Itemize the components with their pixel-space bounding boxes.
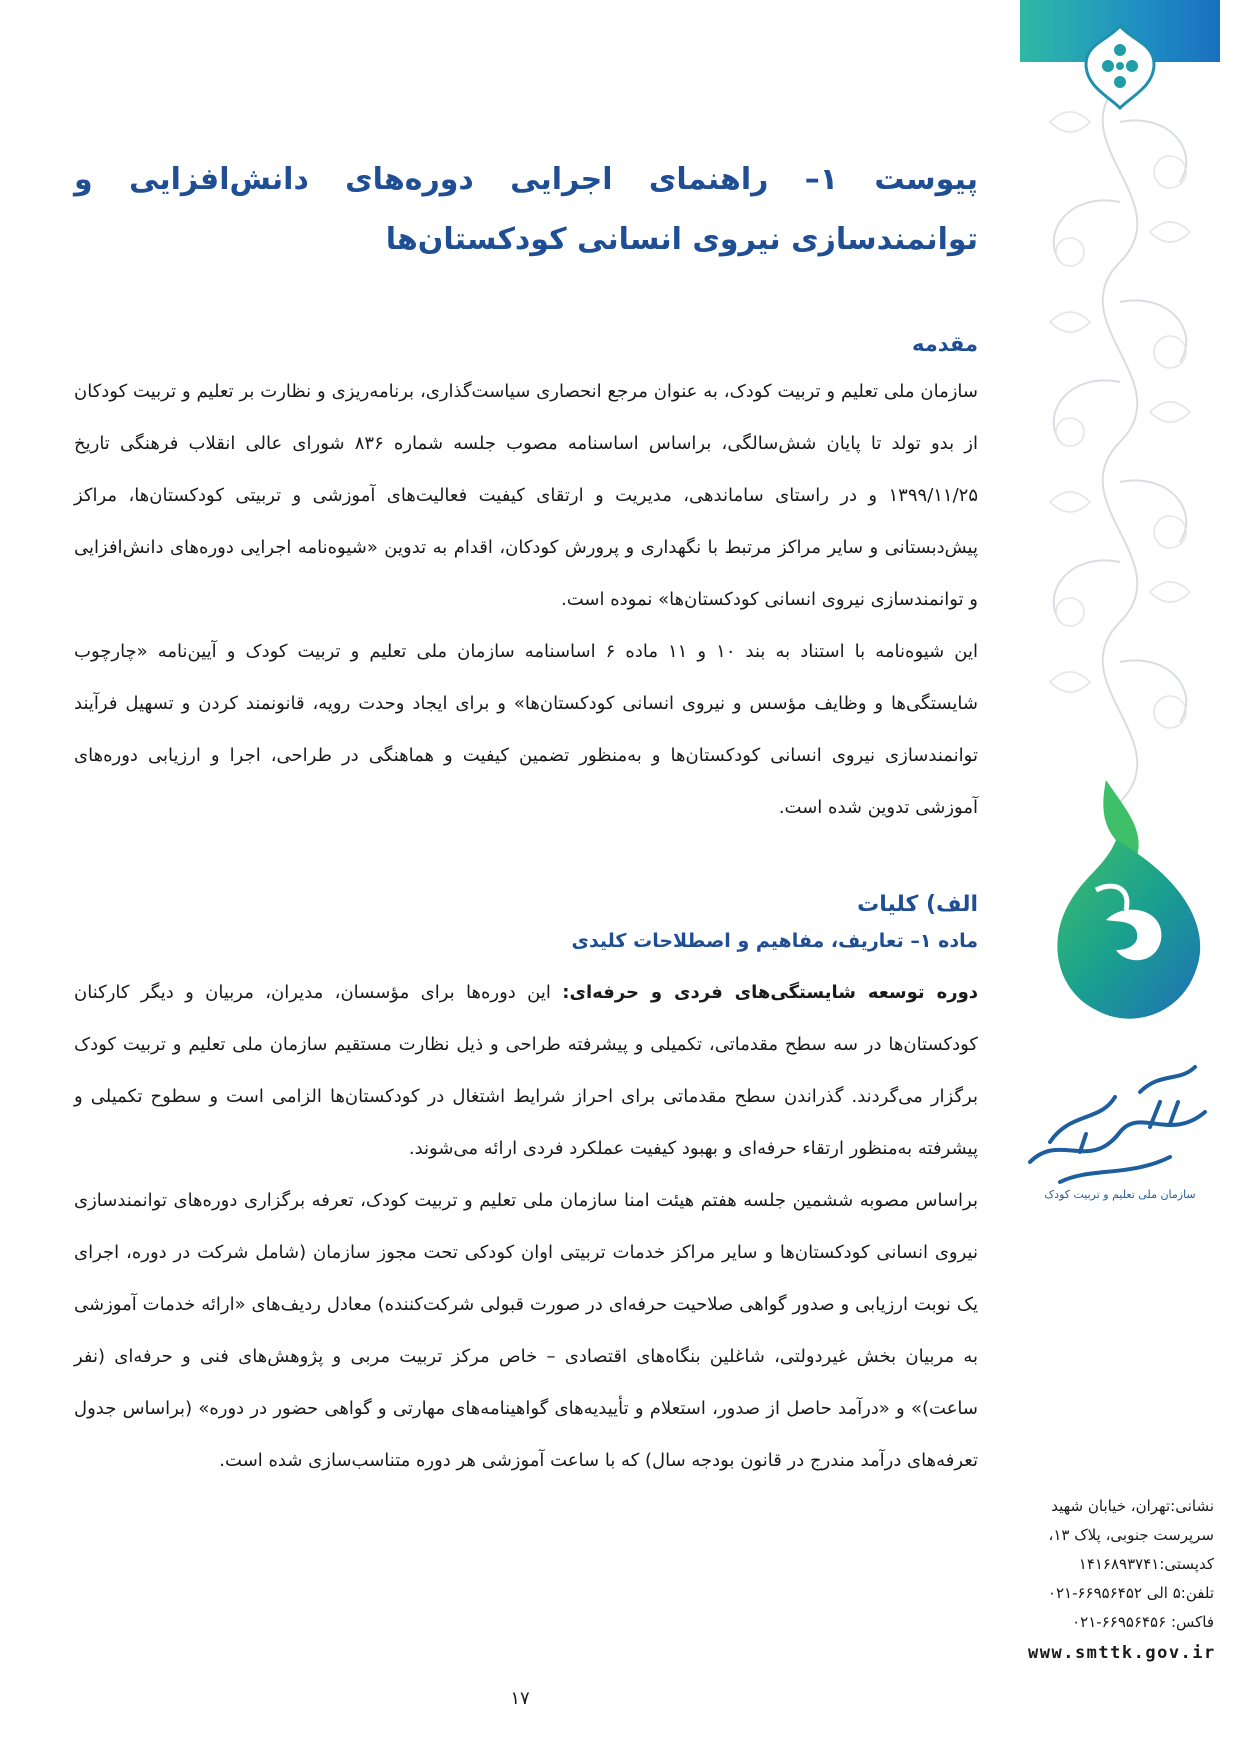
address-line: نشانی:تهران، خیابان شهید: [1051, 1497, 1214, 1515]
document-body: [74, 150, 978, 1487]
definition-paragraph: [74, 967, 978, 1175]
fax-line: فاکس: ۶۶۹۵۶۴۵۶-۰۲۱: [1072, 1613, 1214, 1631]
organization-drop-logo-icon: [1036, 770, 1216, 1030]
tariff-paragraph: براساس مصوبه ششمین جلسه هفتم هیئت امنا سازمان ملی تعلیم و تربیت کودک، تعرفه برگزاری دوره‌های توانمندسازی نیروی انسانی کودکستان‌ها و سایر مراکز خدمات تربیتی اوان کودکی تحت مجوز سازمان (شامل شرکت در دوره، اجرای یک نوبت ارزیابی و صدور گواهی صلاحیت حرفه‌ای در صورت قبولی شرکت‌کننده) معادل ردیف‌های «ارائه خدمات آموزشی به مربیان بخش غیردولتی، شاغلین بنگاه‌های اقتصادی – خاص مرکز تربیت مربی و پژوهش‌های فنی و حرفه‌ای (نفر ساعت)» و «درآمد حاصل از صدور، استعلام و تأییدیه‌های گواهینامه‌های مهارتی و گواهی حضور در دوره» (براساس جدول تعرفه‌های درآمد مندرج در قانون بودجه سال) که با ساعت آموزشی هر دوره متناسب‌سازی شده است.: [74, 1190, 978, 1471]
website-link[interactable]: www.smttk.gov.ir: [1028, 1643, 1216, 1663]
logo-caption: سازمان ملی تعلیم و تربیت کودک: [1044, 1188, 1196, 1201]
decorative-sidebar: [1020, 0, 1220, 1754]
article-1-heading: ماده ۱– تعاریف، مفاهیم و اصطلاحات کلیدی: [571, 930, 978, 952]
page-number: ۱۷: [510, 1688, 530, 1709]
definition-text: این دوره‌ها برای مؤسسان، مدیران، مربیان و دیگر کارکنان کودکستان‌ها در سه سطح مقدماتی، تکمیلی و پیشرفته طراحی و ذیل نظارت مستقیم سازمان ملی تعلیم و تربیت کودک برگزار می‌گردند. گذراندن سطح مقدماتی برای احراز شرایط اشتغال در کودکستان‌ها الزامی است و سطوح تکمیلی و پیشرفته به‌منظور ارتقاء حرفه‌ای و بهبود کیفیت عملکرد فردی ارائه می‌شوند.: [74, 982, 978, 1159]
document-title: پیوست ۱– راهنمای اجرایی دوره‌های دانش‌افزایی و توانمندسازی نیروی انسانی کودکستان‌ها: [74, 162, 978, 257]
address-line: سرپرست جنوبی، پلاک ۱۳،: [1048, 1526, 1214, 1544]
postal-code-line: کدپستی:۱۴۱۶۸۹۳۷۴۱: [1078, 1555, 1214, 1573]
intro-heading: مقدمه: [912, 332, 978, 356]
intro-paragraph-1: سازمان ملی تعلیم و تربیت کودک، به عنوان مرجع انحصاری سیاست‌گذاری، برنامه‌ریزی و نظارت بر تعلیم و تربیت کودکان از بدو تولد تا پایان شش‌سالگی، براساس اساسنامه مصوب جلسه شماره ۸۳۶ شورای عالی انقلاب فرهنگی تاریخ ۱۳۹۹/۱۱/۲۵ و در راستای ساماندهی، مدیریت و ارتقای کیفیت فعالیت‌های آموزشی و تربیتی کودکستان‌ها، مراکز پیش‌دبستانی و سایر مراکز مرتبط با نگهداری و پرورش کودکان، اقدام به تدوین «شیوه‌نامه اجرایی دوره‌های دانش‌افزایی و توانمندسازی نیروی انسانی کودکستان‌ها» نموده است.: [74, 381, 978, 610]
definition-term: دوره توسعه شایستگی‌های فردی و حرفه‌ای:: [562, 982, 978, 1003]
contact-address: [1028, 1492, 1214, 1668]
section-a-heading: الف) کلیات: [857, 892, 978, 917]
phone-line: تلفن:۵ الی ۶۶۹۵۶۴۵۲-۰۲۱: [1047, 1584, 1214, 1602]
ornament-emblem-icon: [1080, 22, 1160, 112]
organization-calligraphy-logo-icon: [1020, 1052, 1220, 1202]
intro-paragraph-2: این شیوه‌نامه با استناد به بند ۱۰ و ۱۱ ماده ۶ اساسنامه سازمان ملی تعلیم و تربیت کودک و آیین‌نامه «چارچوب شایستگی‌ها و وظایف مؤسس و نیروی انسانی کودکستان‌ها» و برای ایجاد وحدت رویه، قانونمند کردن و تسهیل فرآیند توانمندسازی نیروی انسانی کودکستان‌ها و به‌منظور تضمین کیفیت و هماهنگی در طراحی، اجرا و ارزیابی دوره‌های آموزشی تدوین شده است.: [74, 641, 979, 818]
